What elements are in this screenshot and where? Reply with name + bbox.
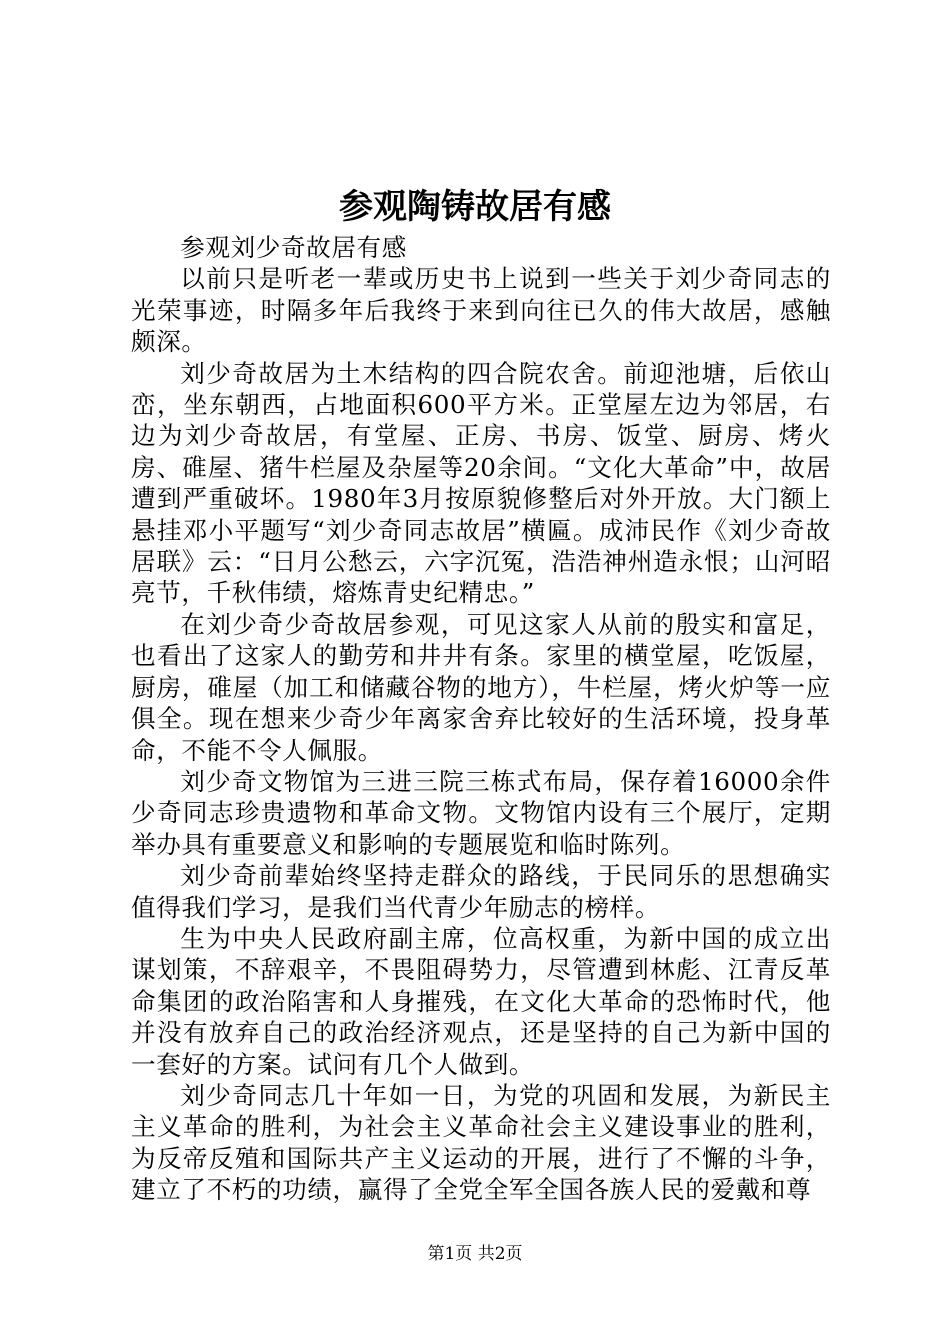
paragraph: 刘少奇同志几十年如一日，为党的巩固和发展，为新民主主义革命的胜利，为社会主义革命社会主义建设事业的胜利，为反帝反殖和国际共产主义运动的开展，进行了不懈的斗争，建立了不朽的功绩，赢得了全党全军全国各族人民的爱戴和尊 <box>131 1080 831 1205</box>
paragraph: 生为中央人民政府副主席，位高权重，为新中国的成立出谋划策，不辞艰辛，不畏阻碍势力，尽管遭到林彪、江青反革命集团的政治陷害和人身摧残，在文化大革命的恐怖时代，他并没有放弃自己的政治经济观点，还是坚持的自己为新中国的一套好的方案。试问有几个人做到。 <box>131 923 831 1079</box>
paragraph: 以前只是听老一辈或历史书上说到一些关于刘少奇同志的光荣事迹，时隔多年后我终于来到向往已久的伟大故居，感触颇深。 <box>131 264 831 357</box>
page-footer: 第1页 共2页 <box>427 1244 523 1264</box>
paragraph-subtitle: 参观刘少奇故居有感 <box>180 233 407 262</box>
paragraph: 刘少奇故居为土木结构的四合院农舍。前迎池塘，后依山峦，坐东朝西，占地面积600平方米。正堂屋左边为邻居，右边为刘少奇故居，有堂屋、正房、书房、饭堂、厨房、烤火房、碓屋、猪牛栏屋及杂屋等20余间。“文化大革命”中，故居遭到严重破坏。1980年3月按原貌修整后对外开放。大门额上悬挂邓小平题写“刘少奇同志故居”横匾。成沛民作《刘少奇故居联》云：“日月公愁云，六字沉冤，浩浩神州造永恨；山河昭亮节，千秋伟绩，熔炼青史纪精忠。” <box>131 358 831 608</box>
document-title: 参观陶铸故居有感 <box>339 187 611 227</box>
paragraph: 刘少奇前辈始终坚持走群众的路线，于民同乐的思想确实值得我们学习，是我们当代青少年励志的榜样。 <box>131 861 831 922</box>
document-body <box>131 232 831 1206</box>
paragraph: 在刘少奇少奇故居参观，可见这家人从前的殷实和富足，也看出了这家人的勤劳和井井有条。家里的横堂屋，吃饭屋，厨房，碓屋（加工和储藏谷物的地方），牛栏屋，烤火炉等一应俱全。现在想来少奇少年离家舍弃比较好的生活环境，投身革命，不能不令人佩服。 <box>131 609 831 765</box>
paragraph: 刘少奇文物馆为三进三院三栋式布局，保存着16000余件少奇同志珍贵遗物和革命文物。文物馆内设有三个展厅，定期举办具有重要意义和影响的专题展览和临时陈列。 <box>131 766 831 859</box>
